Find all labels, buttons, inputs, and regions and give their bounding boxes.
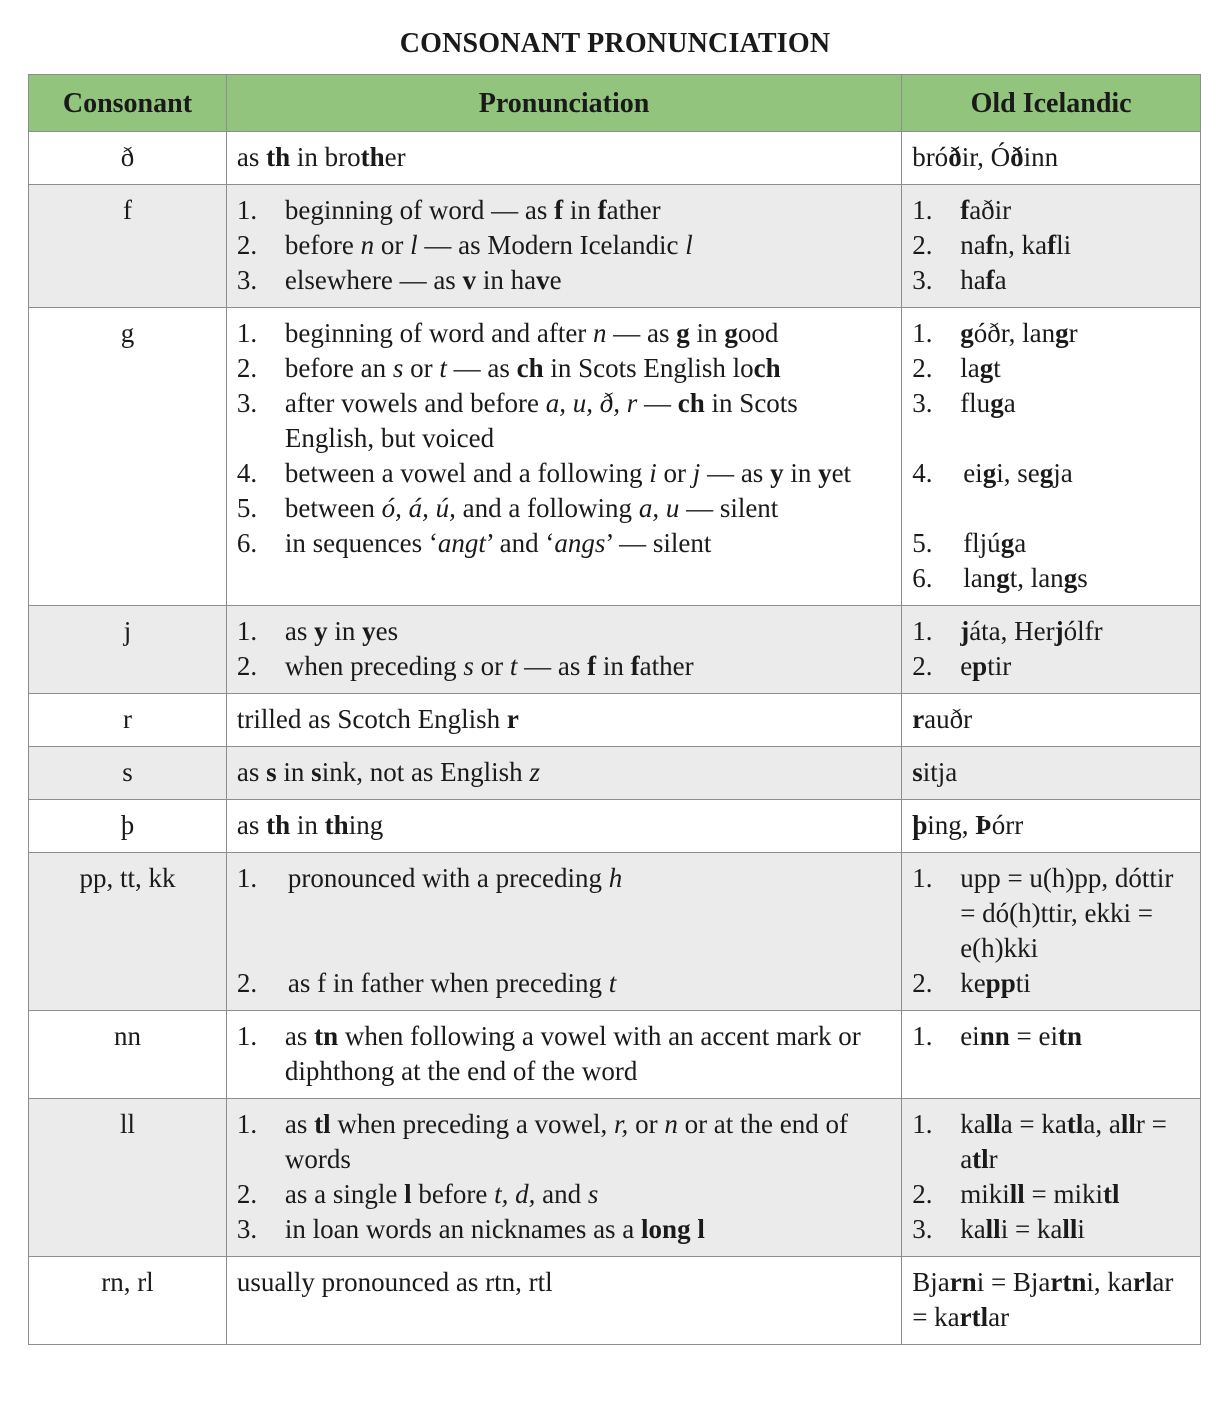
table-row: [29, 1099, 1201, 1257]
list-item: 1. góðr, langr: [912, 318, 1078, 348]
list-item: 4. eigi, segja: [912, 458, 1073, 488]
list-item: 3. after vowels and before a, u, ð, r — ch in Scots English, but voiced: [236, 388, 798, 453]
list-item: 1. faðir: [912, 195, 1012, 225]
page-title: CONSONANT PRONUNCIATION: [399, 28, 831, 59]
list-item: 2. mikill = mikitl: [912, 1179, 1120, 1209]
pronunciation-cell: usually pronounced as rtn, rtl: [226, 1257, 901, 1345]
consonant-cell: nn: [29, 1011, 227, 1099]
table-row: [29, 1257, 1201, 1345]
pronunciation-cell: [226, 853, 901, 1011]
consonant-cell: g: [29, 308, 227, 606]
table-row: [29, 185, 1201, 308]
pronunciation-cell: [226, 308, 901, 606]
header-pronunciation: Pronunciation: [226, 75, 901, 132]
list-item: 2. when preceding s or t — as f in father: [236, 651, 694, 681]
list-item: 1. beginning of word — as f in father: [236, 195, 661, 225]
table-row: [29, 308, 1201, 606]
old-icelandic-cell: bróðir, Óðinn: [902, 132, 1201, 185]
table-row: [29, 800, 1201, 853]
list-item: 2. lagt: [912, 353, 1001, 383]
list-item: 2. nafn, kafli: [912, 230, 1072, 260]
list-item: 2. before n or l — as Modern Icelandic l: [236, 230, 693, 260]
list-item: 2. as a single l before t, d, and s: [236, 1179, 599, 1209]
list-item: 1. as tn when following a vowel with an accent mark or diphthong at the end of the word: [236, 1021, 861, 1086]
list-item: 1. einn = eitn: [912, 1021, 1082, 1051]
consonant-cell: r: [29, 694, 227, 747]
consonant-cell: j: [29, 606, 227, 694]
old-icelandic-cell: [902, 606, 1201, 694]
list-item: 3. hafa: [912, 265, 1007, 295]
consonant-cell: ð: [29, 132, 227, 185]
list-item: 2. eptir: [912, 651, 1012, 681]
old-icelandic-cell: sitja: [902, 747, 1201, 800]
pronunciation-cell: trilled as Scotch English r: [226, 694, 901, 747]
list-item: 2. as f in father when preceding t: [236, 968, 617, 998]
list-item: 4. between a vowel and a following i or j — as y in yet: [236, 458, 852, 488]
pronunciation-cell: as th in thing: [226, 800, 901, 853]
old-icelandic-cell: rauðr: [902, 694, 1201, 747]
old-icelandic-cell: [902, 185, 1201, 308]
list-item: 1. játa, Herjólfr: [912, 616, 1103, 646]
table-row: [29, 694, 1201, 747]
list-item: 3. elsewhere — as v in have: [236, 265, 562, 295]
list-item: 2. keppti: [912, 968, 1031, 998]
consonant-cell: rn, rl: [29, 1257, 227, 1345]
old-icelandic-cell: [902, 1011, 1201, 1099]
consonant-cell: ll: [29, 1099, 227, 1257]
table-row: [29, 606, 1201, 694]
consonant-cell: þ: [29, 800, 227, 853]
pronunciation-cell: [226, 1011, 901, 1099]
table-row: [29, 132, 1201, 185]
list-item: 3. kalli = kalli: [912, 1214, 1085, 1244]
header-old-icelandic: Old Icelandic: [902, 75, 1201, 132]
consonant-cell: pp, tt, kk: [29, 853, 227, 1011]
list-item: 1. kalla = katla, allr = atlr: [912, 1109, 1167, 1174]
list-item: 1. as y in yes: [236, 616, 399, 646]
pronunciation-cell: [226, 1099, 901, 1257]
list-item: 2. before an s or t — as ch in Scots English loch: [236, 353, 781, 383]
list-item: 5. fljúga: [912, 528, 1027, 558]
list-item: 1. pronounced with a preceding h: [236, 863, 623, 893]
pronunciation-cell: [226, 606, 901, 694]
consonant-cell: f: [29, 185, 227, 308]
old-icelandic-cell: [902, 308, 1201, 606]
old-icelandic-cell: Bjarni = Bjartni, karlar = kartlar: [902, 1257, 1201, 1345]
table-row: [29, 853, 1201, 1011]
old-icelandic-cell: [902, 1099, 1201, 1257]
table-row: [29, 747, 1201, 800]
pronunciation-cell: [226, 185, 901, 308]
old-icelandic-cell: [902, 853, 1201, 1011]
list-item: 1. as tl when preceding a vowel, r, or n or at the end of words: [236, 1109, 848, 1174]
header-row: [29, 75, 1201, 132]
header-consonant: Consonant: [29, 75, 227, 132]
list-item: 6. in sequences ‘angt’ and ‘angs’ — silent: [236, 528, 712, 558]
consonant-cell: s: [29, 747, 227, 800]
list-item: 3. in loan words an nicknames as a long l: [236, 1214, 705, 1244]
old-icelandic-cell: þing, Þórr: [902, 800, 1201, 853]
pronunciation-cell: as s in sink, not as English z: [226, 747, 901, 800]
consonant-table: [28, 74, 1201, 1345]
list-item: 6. langt, langs: [912, 563, 1088, 593]
table-row: [29, 1011, 1201, 1099]
list-item: 1. upp = u(h)pp, dóttir = dó(h)ttir, ekki = e(h)kki: [912, 863, 1174, 963]
list-item: 5. between ó, á, ú, and a following a, u — silent: [236, 493, 779, 523]
pronunciation-cell: as th in brother: [226, 132, 901, 185]
list-item: 1. beginning of word and after n — as g in good: [236, 318, 779, 348]
list-item: 3. fluga: [912, 388, 1016, 418]
